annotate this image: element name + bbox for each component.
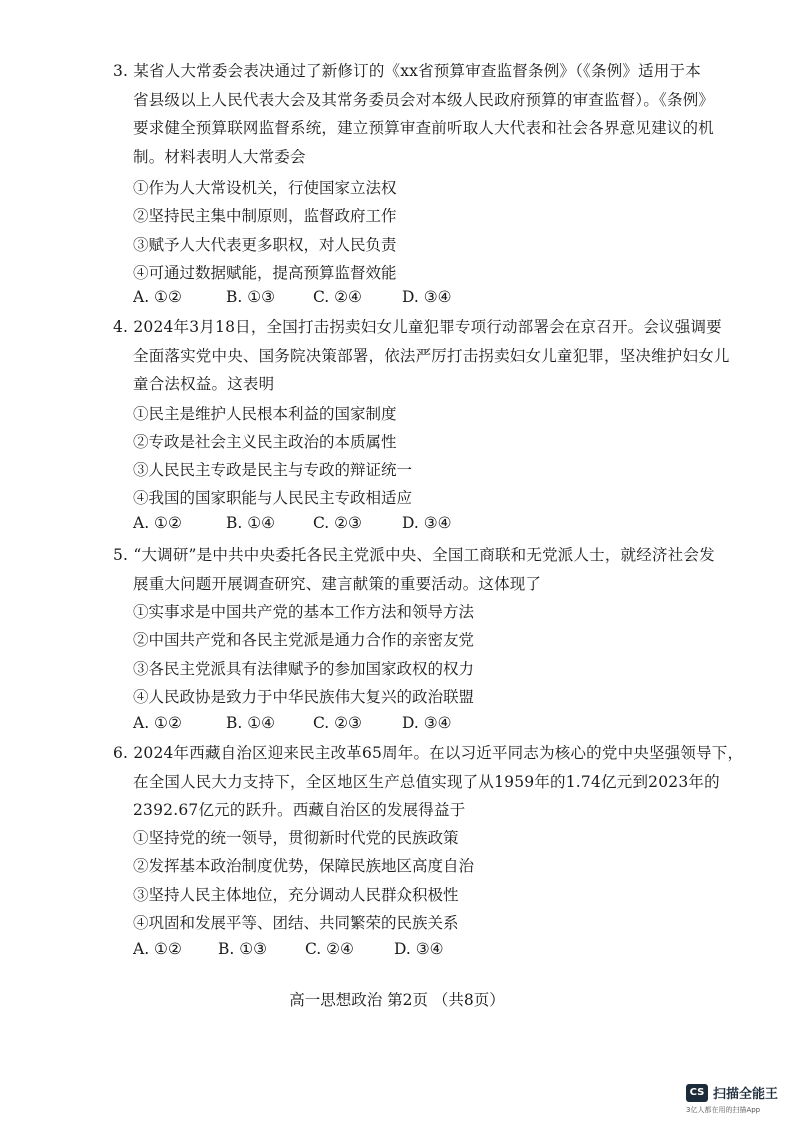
watermark-slogan: 3亿人都在用的扫描App	[686, 1106, 761, 1114]
q5-option-4: ④人民政协是致力于中华民族伟大复兴的政治联盟	[133, 688, 475, 706]
q5-option-3: ③各民主党派具有法律赋予的参加国家政权的权力	[133, 660, 475, 678]
q3-option-4: ④可通过数据赋能，提高预算监督效能	[133, 264, 397, 282]
page-footer: 高一思想政治 第2页 （共8页）	[289, 991, 505, 1009]
q3-choice-c: C. ②④	[313, 288, 362, 306]
q4-option-3: ③人民民主专政是民主与专政的辩证统一	[133, 461, 413, 479]
watermark-name: 扫描全能王	[713, 1087, 779, 1102]
q4-choices	[133, 514, 452, 532]
q6-choice-c: C. ②④	[305, 940, 354, 958]
question-6-stem	[113, 739, 744, 825]
q6-option-2: ②发挥基本政治制度优势，保障民族地区高度自治	[133, 857, 475, 875]
q6-choices	[133, 940, 444, 958]
q3-choice-a: A. ①②	[133, 288, 182, 306]
q6-line-1: 6. 2024年西藏自治区迎来民主改革65周年。在以习近平同志为核心的党中央坚强领导下，	[113, 744, 744, 762]
q4-choice-a: A. ①②	[133, 514, 182, 532]
question-4-stem	[113, 313, 730, 399]
q4-line-2: 全面落实党中央、国务院决策部署，依法严厉打击拐卖妇女儿童犯罪，坚决维护妇女儿	[133, 346, 730, 365]
q5-choices	[133, 714, 452, 732]
q3-option-3: ③赋予人大代表更多职权，对人民负责	[133, 236, 397, 254]
q4-line-1: 4. 2024年3月18日，全国打击拐卖妇女儿童犯罪专项行动部署会在京召开。会议强调要	[113, 318, 722, 336]
q6-choice-a: A. ①②	[133, 940, 182, 958]
q6-option-1: ①坚持党的统一领导，贯彻新时代党的民族政策	[133, 829, 459, 847]
q3-choice-d: D. ③④	[402, 288, 452, 306]
q4-choice-c: C. ②③	[313, 514, 362, 532]
q6-choice-d: D. ③④	[394, 940, 444, 958]
q5-line-2: 展重大问题开展调查研究、建言献策的重要活动。这体现了	[133, 574, 542, 593]
q6-option-3: ③坚持人民主体地位，充分调动人民群众积极性	[133, 886, 459, 904]
q5-choice-c: C. ②③	[313, 714, 362, 732]
q4-option-4: ④我国的国家职能与人民民主专政相适应	[133, 489, 413, 507]
q3-choices	[133, 288, 452, 306]
q4-option-1: ①民主是维护人民根本利益的国家制度	[133, 405, 397, 423]
q5-choice-a: A. ①②	[133, 714, 182, 732]
q3-choice-b: B. ①③	[226, 288, 276, 306]
q3-line-4: 制。材料表明人大常委会	[133, 147, 306, 166]
q4-choice-d: D. ③④	[402, 514, 452, 532]
q3-option-1: ①作为人大常设机关，行使国家立法权	[133, 179, 397, 197]
question-3-stem	[113, 57, 715, 171]
cs-logo-icon: CS	[686, 1084, 708, 1102]
scanner-watermark	[686, 1083, 778, 1102]
q5-choice-b: B. ①④	[226, 714, 276, 732]
q6-choice-b: B. ①③	[218, 940, 268, 958]
q5-choice-d: D. ③④	[402, 714, 452, 732]
question-5-stem	[113, 541, 715, 598]
q4-option-2: ②专政是社会主义民主政治的本质属性	[133, 433, 397, 451]
q3-line-1: 3. 某省人大常委会表决通过了新修订的《xx省预算审查监督条例》（《条例》适用于本	[113, 62, 701, 80]
q5-option-1: ①实事求是中国共产党的基本工作方法和领导方法	[133, 603, 475, 621]
q4-choice-b: B. ①④	[226, 514, 276, 532]
q6-option-4: ④巩固和发展平等、团结、共同繁荣的民族关系	[133, 914, 459, 932]
q6-line-3: 2392.67亿元的跃升。西藏自治区的发展得益于	[133, 801, 466, 819]
q3-line-2: 省县级以上人民代表大会及其常务委员会对本级人民政府预算的审查监督）。《条例》	[133, 90, 715, 109]
q3-option-2: ②坚持民主集中制原则，监督政府工作	[133, 207, 397, 225]
q5-line-1: 5. “大调研”是中共中央委托各民主党派中央、全国工商联和无党派人士，就经济社会发	[113, 546, 715, 564]
q4-line-3: 童合法权益。这表明	[133, 375, 275, 393]
q5-option-2: ②中国共产党和各民主党派是通力合作的亲密友党	[133, 631, 475, 649]
q6-line-2: 在全国人民大力支持下，全区地区生产总值实现了从1959年的1.74亿元到2023年的	[133, 772, 720, 791]
q3-line-3: 要求健全预算联网监督系统，建立预算审查前听取人大代表和社会各界意见建议的机	[133, 119, 714, 137]
